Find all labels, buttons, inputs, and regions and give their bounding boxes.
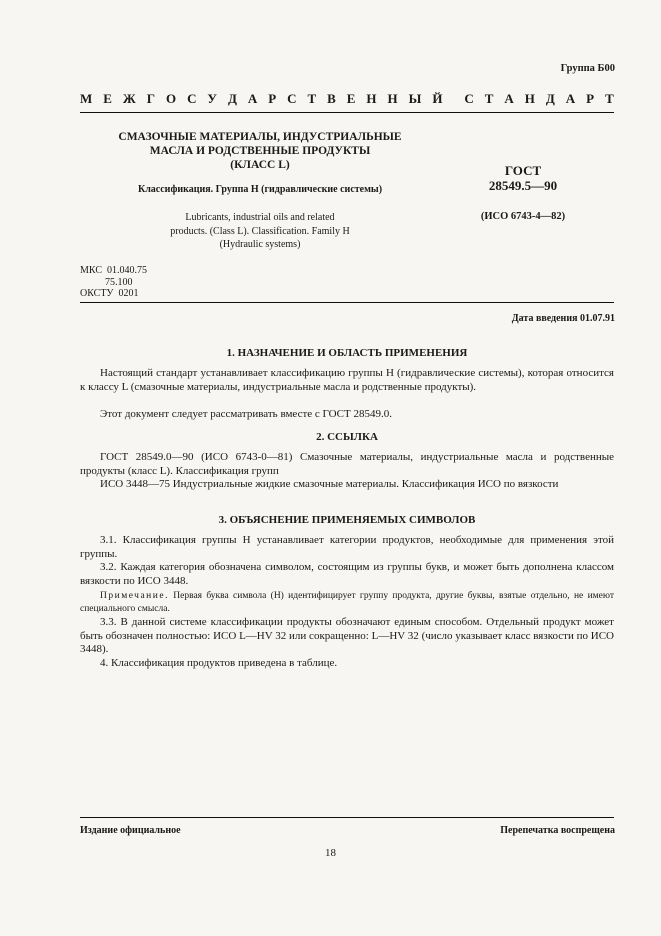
banner-letter: Д bbox=[545, 91, 555, 106]
document-title bbox=[80, 130, 440, 172]
english-title-line-1: Lubricants, industrial oils and related bbox=[185, 212, 335, 223]
reprint-prohibited-label: Перепечатка воспрещена bbox=[500, 825, 615, 836]
effective-date bbox=[512, 313, 615, 324]
banner-letter: С bbox=[187, 91, 197, 106]
section-3-title: 3. ОБЪЯСНЕНИЕ ПРИМЕНЯЕМЫХ СИМВОЛОВ bbox=[218, 514, 476, 526]
section-3-paragraph-2: 3.2. Каждая категория обозначена символом, состоящим из группы букв, и может быть дополнена классом вязкости по ИСО 3448. bbox=[80, 561, 614, 587]
banner-letter: У bbox=[207, 91, 217, 106]
section-1-paragraph-1: Настоящий стандарт устанавливает классификацию группы Н (гидравлические системы), которая относится к классу L (смазочные материалы, индустриальные масла и родственные продукты). bbox=[80, 367, 614, 393]
section-3-paragraph-1: 3.1. Классификация группы Н устанавливает категории продуктов, необходимые для применения этой группы. bbox=[80, 534, 614, 560]
title-line-2: МАСЛА И РОДСТВЕННЫЕ ПРОДУКТЫ bbox=[149, 145, 371, 157]
banner-letter: Е bbox=[103, 91, 112, 106]
classification-codes bbox=[80, 265, 147, 300]
banner-letter: Н bbox=[366, 91, 377, 106]
banner-letter: Т bbox=[484, 91, 494, 106]
banner-letter: О bbox=[165, 91, 177, 106]
banner-letter: А bbox=[504, 91, 514, 106]
code-okstu: ОКСТУ 0201 bbox=[80, 288, 139, 299]
banner-letter: Р bbox=[586, 91, 595, 106]
section-3-note bbox=[80, 590, 614, 616]
banner-letter: В bbox=[327, 91, 336, 106]
english-title-line-2: products. (Class L). Classification. Family H bbox=[170, 225, 350, 237]
header-rule bbox=[80, 112, 614, 113]
date-value: 01.07.91 bbox=[580, 313, 615, 324]
banner-letter: Т bbox=[605, 91, 614, 106]
section-3-paragraph-3: 3.3. В данной системе классификации продукты обозначают единым способом. Отдельный продукт может быть обозначен полностью: ИСО L—HV 32 или сокращенно: L—HV 32 (число указывает класс вязкости по ИСО 3448). bbox=[80, 616, 614, 655]
banner-letter: Е bbox=[346, 91, 356, 106]
document-subtitle: Классификация. Группа Н (гидравлические системы) bbox=[137, 184, 383, 195]
english-title-line-3: (Hydraulic systems) bbox=[219, 239, 301, 250]
banner-letter: А bbox=[565, 91, 576, 106]
banner-letter: Н bbox=[387, 91, 398, 106]
codes-rule bbox=[80, 302, 614, 303]
note-label: Примечание. bbox=[100, 591, 169, 601]
title-line-1: СМАЗОЧНЫЕ МАТЕРИАЛЫ, ИНДУСТРИАЛЬНЫЕ bbox=[118, 131, 402, 143]
banner-letter: Ж bbox=[122, 91, 136, 106]
code-mks-2: 75.100 bbox=[80, 276, 133, 288]
banner-letter: Н bbox=[524, 91, 535, 106]
group-label: Группа Б00 bbox=[560, 63, 615, 74]
gost-label: ГОСТ bbox=[504, 163, 542, 178]
banner-letter: Д bbox=[227, 91, 237, 106]
banner-letter: С bbox=[464, 91, 474, 106]
section-1-paragraph-2: Этот документ следует рассматривать вместе с ГОСТ 28549.0. bbox=[100, 408, 392, 420]
banner-letter: Ы bbox=[408, 91, 422, 106]
note-text: Первая буква символа (Н) идентифицирует группу продукта, другие буквы, взятые отдельно, не имеют специального смысла. bbox=[80, 591, 615, 614]
section-2-title: 2. ССЫЛКА bbox=[316, 431, 378, 443]
code-mks: МКС 01.040.75 bbox=[80, 265, 147, 276]
title-line-3: (КЛАСС L) bbox=[230, 159, 290, 171]
banner-letter: С bbox=[287, 91, 297, 106]
section-2-paragraph-1: ГОСТ 28549.0—90 (ИСО 6743-0—81) Смазочные материалы, индустриальные масла и родственные продукты (класс L). Классификация групп bbox=[80, 451, 614, 477]
gost-code: 28549.5—90 bbox=[488, 178, 558, 193]
english-title bbox=[80, 211, 440, 252]
banner-letter: М bbox=[80, 91, 93, 106]
gost-number bbox=[468, 163, 578, 193]
banner-letter: Р bbox=[268, 91, 277, 106]
official-edition-label: Издание официальное bbox=[80, 825, 181, 836]
iso-reference: (ИСО 6743-4—82) bbox=[480, 211, 566, 222]
banner-letter: Й bbox=[432, 91, 443, 106]
banner-letter: А bbox=[247, 91, 258, 106]
date-label: Дата введения bbox=[511, 313, 578, 324]
banner-letter: Г bbox=[146, 91, 155, 106]
footer-rule bbox=[80, 817, 614, 818]
section-3-paragraph-4: 4. Классификация продуктов приведена в таблице. bbox=[100, 657, 338, 669]
standard-banner bbox=[80, 91, 614, 107]
banner-letter: Т bbox=[307, 91, 317, 106]
section-2-paragraph-2: ИСО 3448—75 Индустриальные жидкие смазочные материалы. Классификация ИСО по вязкости bbox=[100, 478, 559, 490]
page-number: 18 bbox=[325, 847, 336, 859]
section-1-title: 1. НАЗНАЧЕНИЕ И ОБЛАСТЬ ПРИМЕНЕНИЯ bbox=[226, 347, 468, 359]
